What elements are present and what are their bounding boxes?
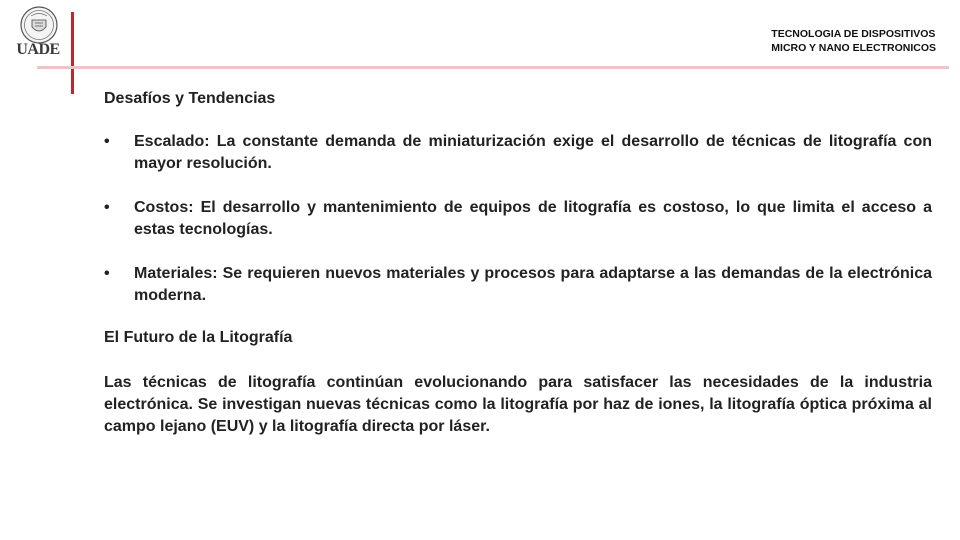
list-item-text: Escalado: La constante demanda de miniaturización exige el desarrollo de técnicas de litografía con mayor resolución. (134, 133, 932, 172)
bullet-icon: • (104, 133, 110, 150)
course-title (771, 27, 936, 55)
section-heading-future: El Futuro de la Litografía (104, 329, 293, 346)
university-seal-icon (19, 5, 59, 45)
header-accent-bar (71, 12, 74, 94)
logo-text: UADE (16, 41, 60, 58)
header-rule (37, 66, 949, 69)
list-item (104, 263, 932, 307)
section-heading-challenges: Desafíos y Tendencias (104, 90, 276, 107)
list-item (104, 197, 932, 241)
challenges-list (104, 131, 932, 307)
uade-logo (10, 5, 66, 57)
future-paragraph: Las técnicas de litografía continúan evolucionando para satisfacer las necesidades de la industria electrónica. Se investigan nuevas técnicas como la litografía por haz de iones, la litografía óptica próxima al campo lejano (EUV) y la litografía directa por láser. (104, 374, 932, 435)
course-title-line-2: MICRO Y NANO ELECTRONICOS (771, 42, 936, 54)
list-item-text: Materiales: Se requieren nuevos materiales y procesos para adaptarse a las demandas de la electrónica moderna. (134, 265, 932, 304)
list-item (104, 131, 932, 175)
course-title-line-1: TECNOLOGIA DE DISPOSITIVOS (771, 28, 936, 40)
slide-content (104, 88, 932, 438)
list-item-text: Costos: El desarrollo y mantenimiento de equipos de litografía es costoso, lo que limita el acceso a estas tecnologías. (134, 199, 932, 238)
bullet-icon: • (104, 265, 110, 282)
bullet-icon: • (104, 199, 110, 216)
